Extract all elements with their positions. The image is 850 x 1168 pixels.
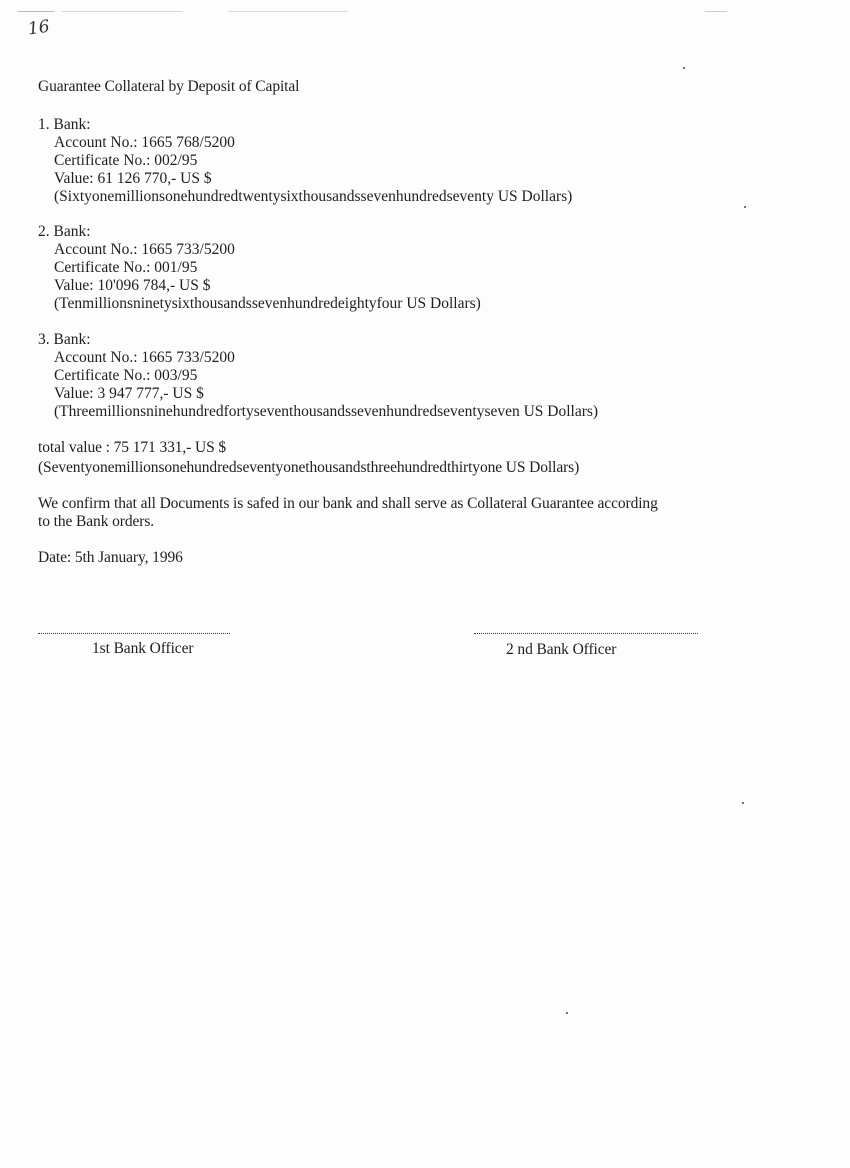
value: Value: 3 947 777,- US $ — [54, 385, 204, 402]
value-in-words: (Tenmillionsninetysixthousandssevenhundredeightyfour US Dollars) — [54, 295, 481, 312]
bank-heading: 1. Bank: — [38, 116, 91, 133]
scan-speck — [744, 206, 746, 208]
scan-speck — [566, 1012, 568, 1014]
account-number: Account No.: 1665 733/5200 — [54, 349, 235, 366]
document-date: Date: 5th January, 1996 — [38, 549, 183, 566]
certificate-number: Certificate No.: 002/95 — [54, 152, 198, 169]
value: Value: 61 126 770,- US $ — [54, 170, 212, 187]
value-in-words: (Sixtyonemillionsonehundredtwentysixthousandssevenhundredseventy US Dollars) — [54, 188, 573, 205]
bank-heading: 3. Bank: — [38, 331, 91, 348]
account-number: Account No.: 1665 768/5200 — [54, 134, 235, 151]
scan-artifact — [18, 11, 54, 12]
scan-artifact — [705, 11, 727, 12]
scan-artifact — [228, 11, 348, 12]
account-number: Account No.: 1665 733/5200 — [54, 241, 235, 258]
value: Value: 10'096 784,- US $ — [54, 277, 211, 294]
scan-speck — [683, 67, 685, 69]
second-bank-officer-label: 2 nd Bank Officer — [506, 641, 617, 658]
bank-entry-3 — [38, 331, 598, 421]
bank-entry-1 — [38, 116, 572, 206]
first-bank-officer-label: 1st Bank Officer — [92, 640, 194, 657]
bank-heading: 2. Bank: — [38, 223, 91, 240]
signature-line-2 — [474, 632, 698, 634]
certificate-number: Certificate No.: 001/95 — [54, 259, 198, 276]
certificate-number: Certificate No.: 003/95 — [54, 367, 198, 384]
document-title: Guarantee Collateral by Deposit of Capital — [38, 78, 300, 95]
value-in-words: (Threemillionsninehundredfortyseventhousandssevenhundredseventyseven US Dollars) — [54, 403, 599, 420]
signature-line-1 — [38, 632, 230, 634]
bank-entry-2 — [38, 223, 481, 313]
page-number: 16 — [26, 16, 51, 40]
scan-artifact — [62, 11, 182, 12]
scan-speck — [742, 802, 744, 804]
total-value: total value : 75 171 331,- US $ — [38, 439, 227, 456]
confirmation-line-2: to the Bank orders. — [38, 513, 155, 530]
total-value-in-words: (Seventyonemillionsonehundredseventyonethousandsthreehundredthirtyone US Dollars) — [38, 459, 580, 476]
confirmation-line-1: We confirm that all Documents is safed in our bank and shall serve as Collateral Guarantee according — [38, 495, 658, 512]
